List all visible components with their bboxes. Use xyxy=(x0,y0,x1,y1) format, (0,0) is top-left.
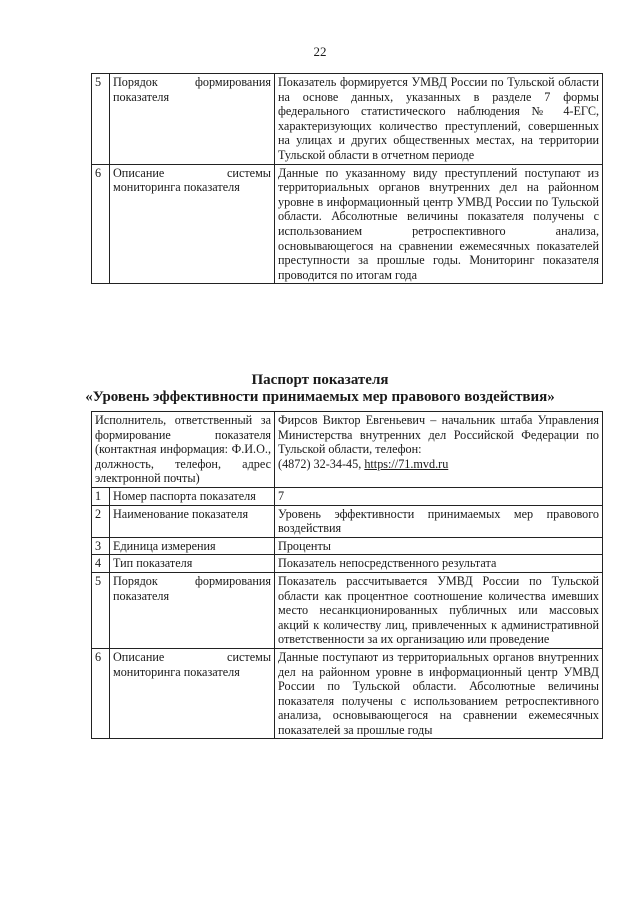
continuation-table xyxy=(91,73,603,284)
responsible-label: Исполнитель, ответственный за формирование показателя (контактная информация: Ф.И.О., должность, телефон, адрес электронной почты) xyxy=(92,412,275,488)
responsible-link[interactable]: https://71.mvd.ru xyxy=(364,456,449,471)
table-row xyxy=(92,505,603,537)
passport-heading xyxy=(0,372,640,406)
row-number: 4 xyxy=(92,555,110,573)
table-row xyxy=(92,487,603,505)
row-label: Порядок формирования показателя xyxy=(110,74,275,165)
row-label: Наименование показателя xyxy=(110,505,275,537)
row-label: Описание системы мониторинга показателя xyxy=(110,648,275,739)
responsible-value xyxy=(275,412,603,488)
responsible-phone: (4872) 32-34-45, xyxy=(278,456,365,471)
table-row xyxy=(92,164,603,284)
row-value: Показатель рассчитывается УМВД России по Тульской области как процентное соотношение количества имевших место несанкционированных публичных или массовых акций к количеству лиц, привлеченных к административной ответственности за их организацию или проведение xyxy=(275,572,603,648)
row-number: 2 xyxy=(92,505,110,537)
row-label: Тип показателя xyxy=(110,555,275,573)
heading-line-2: «Уровень эффективности принимаемых мер правового воздействия» xyxy=(85,389,555,405)
page-number: 22 xyxy=(313,44,327,59)
row-value: Данные по указанному виду преступлений поступают из территориальных органов внутренних дел на районном уровне в информационный центр УМВД России по Тульской области. Абсолютные величины показателя получены с использованием ретроспективного анализа, основывающегося на сравнении ежемесячных показателей преступности за прошлые годы. Мониторинг показателя проводится по итогам года xyxy=(275,164,603,284)
row-number: 1 xyxy=(92,487,110,505)
row-value: Показатель непосредственного результата xyxy=(275,555,603,573)
row-label: Описание системы мониторинга показателя xyxy=(110,164,275,284)
table-row xyxy=(92,74,603,165)
row-number: 5 xyxy=(92,74,110,165)
table-row xyxy=(92,648,603,739)
row-number: 6 xyxy=(92,648,110,739)
responsible-text: Фирсов Виктор Евгеньевич – начальник штаба Управления Министерства внутренних дел Российской Федерации по Тульской области, телефон: xyxy=(278,413,599,457)
row-label: Единица измерения xyxy=(110,537,275,555)
passport-table xyxy=(91,411,603,739)
row-value: Уровень эффективности принимаемых мер правового воздействия xyxy=(275,505,603,537)
heading-line-1: Паспорт показателя xyxy=(251,372,389,388)
row-value: Показатель формируется УМВД России по Тульской области на основе данных, указанных в разделе 7 формы федерального статистического наблюдения № 4-ЕГС, характеризующих количество преступлений, совершенных на улицах и других общественных местах, на территории Тульской области в отчетном периоде xyxy=(275,74,603,165)
responsible-row xyxy=(92,412,603,488)
row-number: 5 xyxy=(92,572,110,648)
table-row xyxy=(92,572,603,648)
row-label: Номер паспорта показателя xyxy=(110,487,275,505)
row-value: 7 xyxy=(275,487,603,505)
table-row xyxy=(92,555,603,573)
row-value: Данные поступают из территориальных органов внутренних дел на районном уровне в информационный центр УМВД России по Тульской области. Абсолютные величины показателя получены с использованием ретроспективного анализа, основывающегося на сравнении ежемесячных показателей за прошлые годы xyxy=(275,648,603,739)
row-value: Проценты xyxy=(275,537,603,555)
table-row xyxy=(92,537,603,555)
row-label: Порядок формирования показателя xyxy=(110,572,275,648)
row-number: 6 xyxy=(92,164,110,284)
row-number: 3 xyxy=(92,537,110,555)
